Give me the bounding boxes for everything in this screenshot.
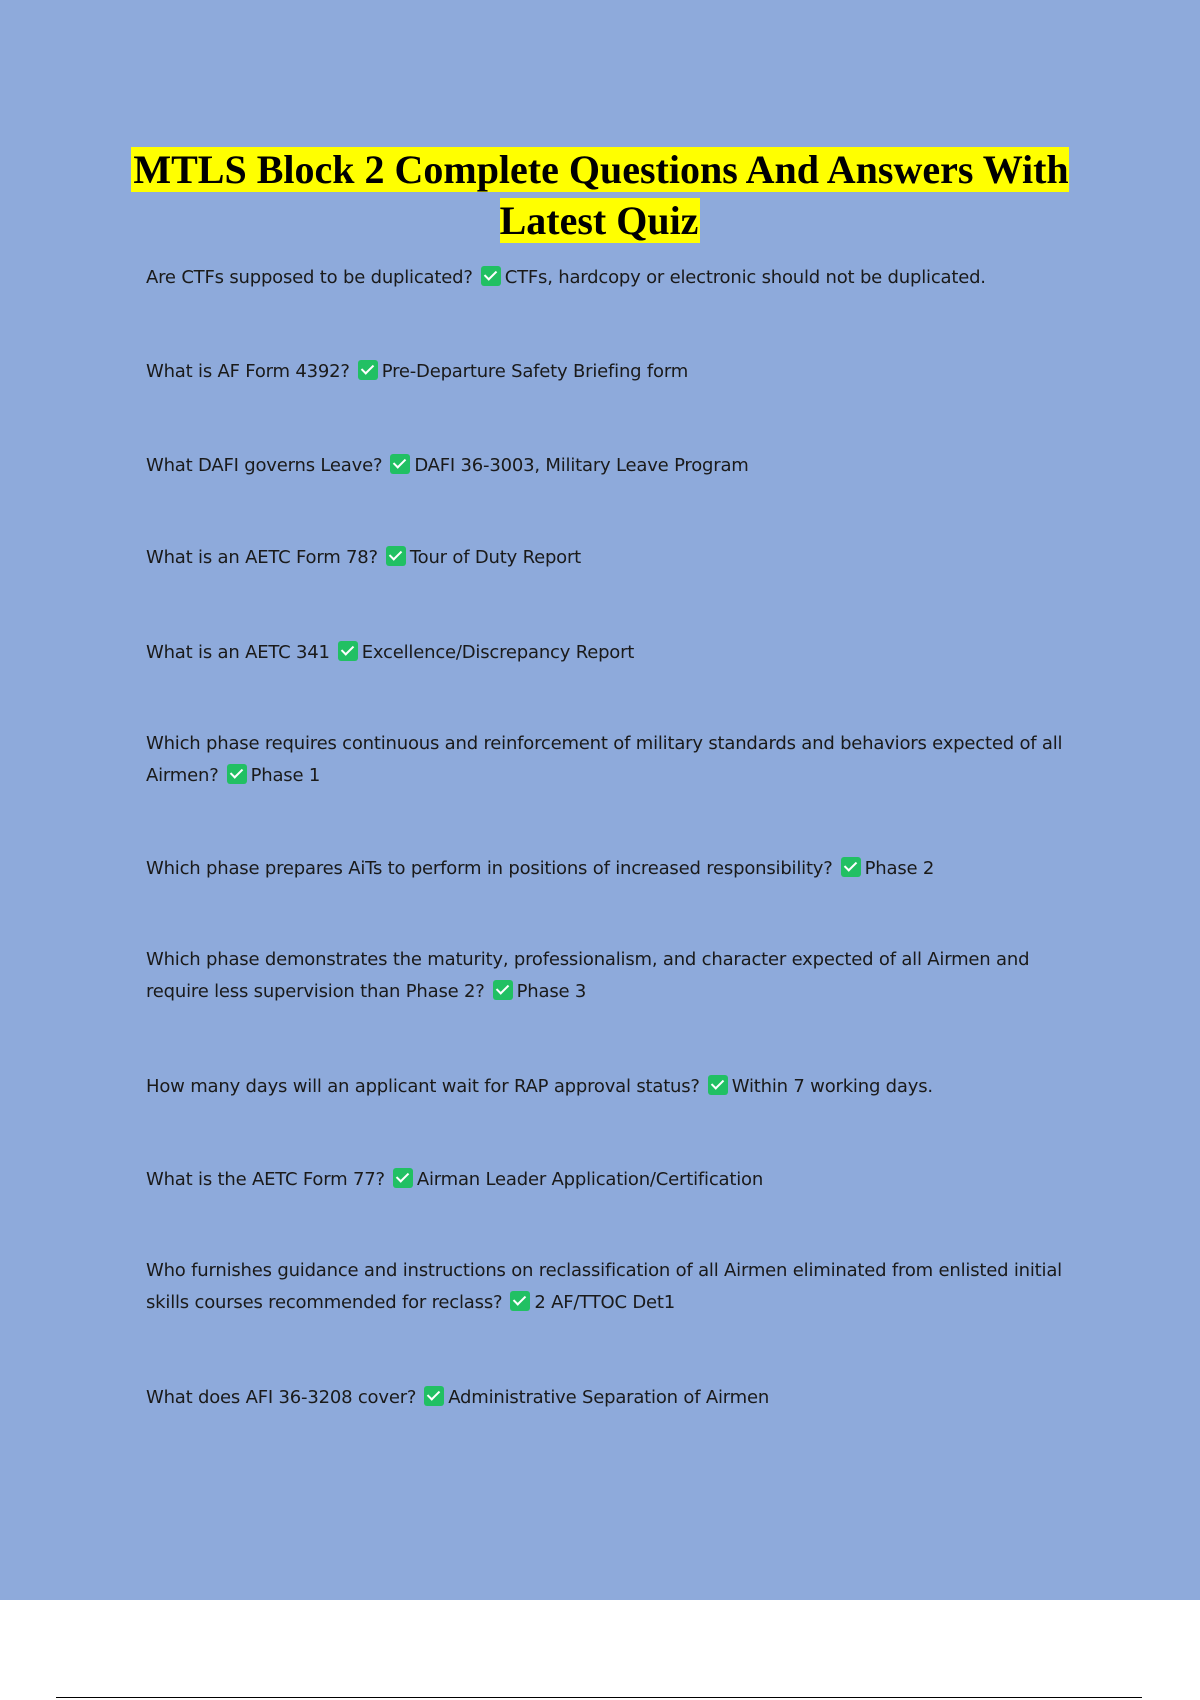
qa-item <box>146 542 1086 574</box>
qa-item <box>146 262 1086 294</box>
answer-text: Phase 1 <box>250 765 321 786</box>
question-text: What is an AETC 341 <box>146 642 330 663</box>
answer-text: DAFI 36-3003, Military Leave Program <box>414 455 749 476</box>
question-text: Who furnishes guidance and instructions on reclassification of all Airmen eliminated from enlisted initial skills courses recommended for reclass? <box>146 1260 1062 1313</box>
question-text: What does AFI 36-3208 cover? <box>146 1387 417 1408</box>
document-title-text: MTLS Block 2 Complete Questions And Answers With Latest Quiz <box>133 147 1069 243</box>
qa-item <box>146 1164 1086 1196</box>
answer-text: Phase 3 <box>516 981 587 1002</box>
question-text: Which phase demonstrates the maturity, professionalism, and character expected of all Airmen and require less supervision than Phase 2? <box>146 949 1030 1002</box>
check-mark-icon <box>481 266 501 286</box>
qa-item <box>146 637 1086 669</box>
question-text: What is the AETC Form 77? <box>146 1169 385 1190</box>
check-mark-icon <box>424 1386 444 1406</box>
answer-text: Excellence/Discrepancy Report <box>361 642 635 663</box>
check-mark-icon <box>493 980 513 1000</box>
qa-item <box>146 356 1086 388</box>
qa-item <box>146 1071 1086 1103</box>
check-mark-icon <box>227 764 247 784</box>
question-text: Which phase prepares AiTs to perform in positions of increased responsibility? <box>146 858 833 879</box>
check-mark-icon <box>338 641 358 661</box>
answer-text: CTFs, hardcopy or electronic should not be duplicated. <box>504 267 986 288</box>
qa-item <box>146 1255 1086 1319</box>
check-mark-icon <box>841 857 861 877</box>
question-text: How many days will an applicant wait for RAP approval status? <box>146 1076 700 1097</box>
check-mark-icon <box>390 454 410 474</box>
question-text: Are CTFs supposed to be duplicated? <box>146 267 473 288</box>
answer-text: Within 7 working days. <box>731 1076 933 1097</box>
answer-text: Tour of Duty Report <box>409 547 582 568</box>
check-mark-icon <box>510 1291 530 1311</box>
check-mark-icon <box>386 546 406 566</box>
answer-text: Phase 2 <box>864 858 935 879</box>
answer-text: Airman Leader Application/Certification <box>416 1169 764 1190</box>
qa-item <box>146 944 1086 1008</box>
qa-item <box>146 450 1086 482</box>
question-text: Which phase requires continuous and reinforcement of military standards and behaviors expected of all Airmen? <box>146 733 1063 786</box>
qa-item <box>146 728 1086 792</box>
check-mark-icon <box>358 360 378 380</box>
question-text: What DAFI governs Leave? <box>146 455 383 476</box>
qa-item <box>146 1382 1086 1414</box>
answer-text: 2 AF/TTOC Det1 <box>534 1292 676 1313</box>
footer-divider <box>56 1697 1142 1698</box>
check-mark-icon <box>393 1168 413 1188</box>
answer-text: Pre-Departure Safety Briefing form <box>381 361 689 382</box>
qa-item <box>146 853 1086 885</box>
question-text: What is AF Form 4392? <box>146 361 350 382</box>
answer-text: Administrative Separation of Airmen <box>448 1387 770 1408</box>
check-mark-icon <box>708 1075 728 1095</box>
document-title <box>120 144 1080 246</box>
question-text: What is an AETC Form 78? <box>146 547 378 568</box>
